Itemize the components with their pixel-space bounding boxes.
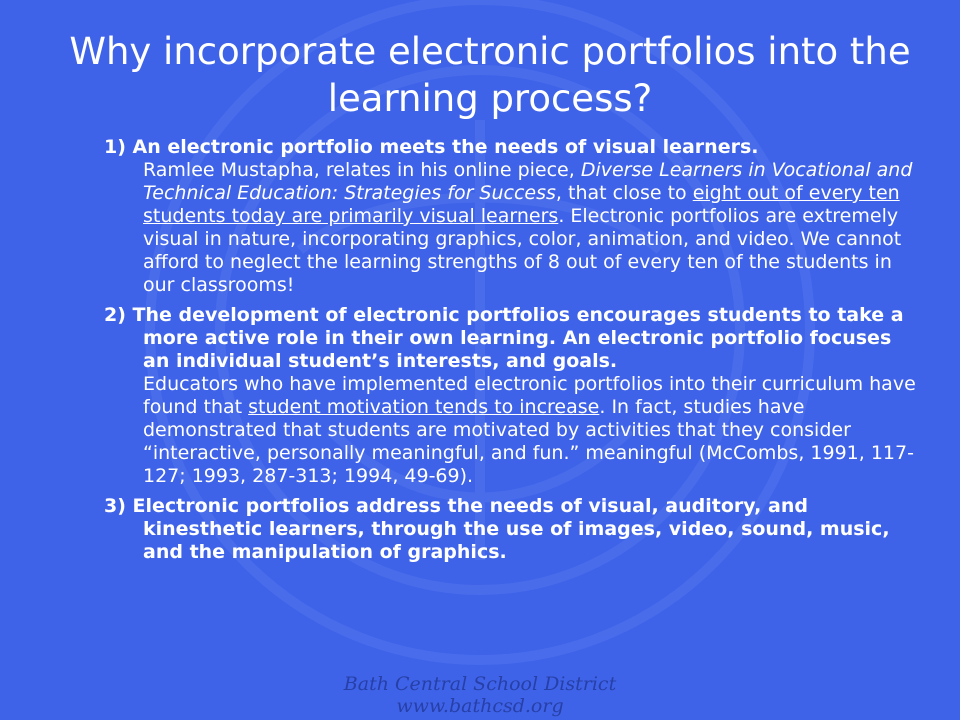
slide-content xyxy=(104,136,916,571)
point-1-body xyxy=(143,159,916,297)
point-2-heading: 2) The development of electronic portfolios encourages students to take a more active role in their own learning. An electronic portfolio focuses an individual student’s interests, and goals. xyxy=(104,304,904,372)
point-3 xyxy=(104,495,916,564)
point-2-body xyxy=(143,373,916,488)
point-2-text-b: . In fact, studies have demonstrated that students are motivated by activities that they consider “interactive, personally meaningful, and fun.” meaningful (McCombs, 1991, 117-127; 1993, 287-313; 1994, 49-69). xyxy=(143,396,914,487)
point-1-text-b: , that close to xyxy=(555,182,693,204)
footer xyxy=(300,673,660,717)
slide-title: Why incorporate electronic portfolios into the learning process? xyxy=(69,30,911,120)
point-1-text-c: . Electronic portfolios are extremely visual in nature, incorporating graphics, color, animation, and video. We cannot afford to neglect the learning strengths of 8 out of every ten of the students in our classrooms! xyxy=(143,205,902,296)
point-1-citation-title: Diverse Learners in Vocational and Technical Education: Strategies for Success xyxy=(143,159,913,204)
footer-district-name: Bath Central School District xyxy=(343,673,617,695)
point-1-emphasis: eight out of every ten students today are primarily visual learners xyxy=(143,182,900,227)
point-1 xyxy=(104,136,916,297)
footer-website: www.bathcsd.org xyxy=(396,695,564,717)
point-2-emphasis: student motivation tends to increase xyxy=(248,396,600,418)
point-3-heading: 3) Electronic portfolios address the needs of visual, auditory, and kinesthetic learners, through the use of images, video, sound, music, and the manipulation of graphics. xyxy=(104,495,890,563)
point-2-text-a: Educators who have implemented electronic portfolios into their curriculum have found that xyxy=(143,373,916,418)
point-1-heading: 1) An electronic portfolio meets the needs of visual learners. xyxy=(104,136,759,158)
point-2 xyxy=(104,304,916,488)
point-1-text-a: Ramlee Mustapha, relates in his online piece, xyxy=(143,159,581,181)
